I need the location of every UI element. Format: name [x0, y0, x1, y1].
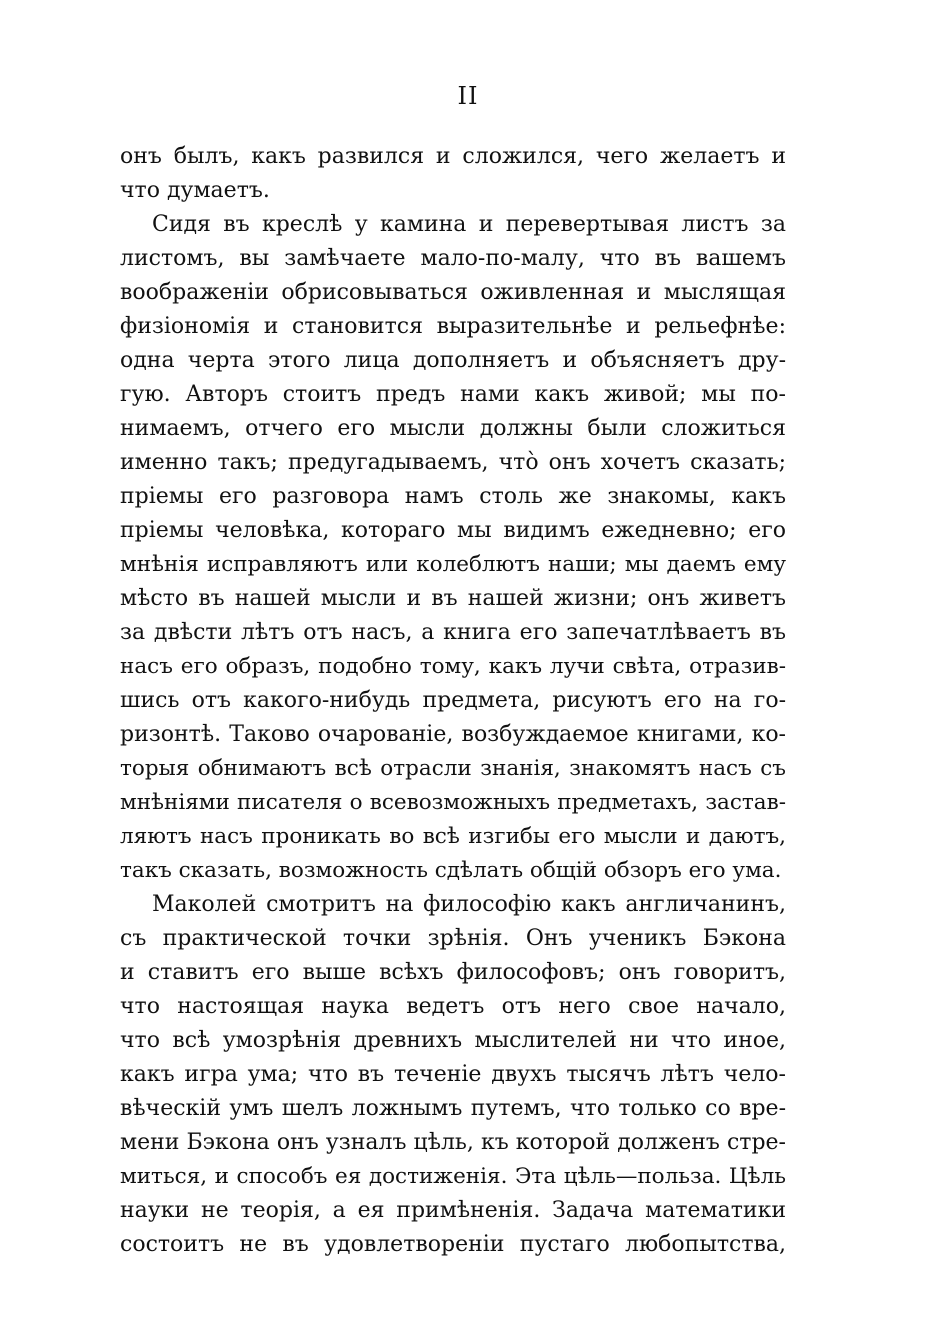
text-line: физіономія и становится выразительнѣе и рельефнѣе:	[120, 314, 786, 339]
text-line: вѣческій умъ шелъ ложнымъ путемъ, что только со вре-	[120, 1096, 786, 1121]
text-line: что настоящая наука ведетъ отъ него свое начало,	[120, 994, 786, 1019]
text-line: именно такъ; предугадываемъ, что̀ онъ хочетъ сказать;	[120, 450, 786, 475]
text-line: науки не теорія, а ея примѣненія. Задача математики	[120, 1198, 786, 1223]
text-line: гую. Авторъ стоитъ предъ нами какъ живой; мы по-	[120, 382, 786, 407]
text-line: листомъ, вы замѣчаете мало-по-малу, что въ вашемъ	[120, 246, 786, 271]
text-line: за двѣсти лѣтъ отъ насъ, а книга его запечатлѣваетъ въ	[120, 620, 786, 645]
text-line: Сидя въ креслѣ у камина и перевертывая листъ за	[152, 212, 786, 237]
page-number: II	[457, 82, 479, 110]
text-line: что думаетъ.	[120, 178, 270, 203]
text-line: и ставитъ его выше всѣхъ философовъ; онъ говоритъ,	[120, 960, 786, 985]
text-line: насъ его образъ, подобно тому, какъ лучи свѣта, отразив-	[120, 654, 786, 679]
body-text	[120, 140, 786, 1262]
text-line: пріемы его разговора намъ столь же знакомы, какъ	[120, 484, 786, 509]
text-line: мѣсто въ нашей мысли и въ нашей жизни; онъ живетъ	[120, 586, 786, 611]
text-line: ляютъ насъ проникать во всѣ изгибы его мысли и даютъ,	[120, 824, 786, 849]
text-line: мнѣнія исправляютъ или колеблютъ наши; мы даемъ ему	[120, 552, 786, 577]
text-line: ризонтѣ. Таково очарованіе, возбуждаемое книгами, ко-	[120, 722, 786, 747]
text-line: шись отъ какого-нибудь предмета, рисуютъ его на го-	[120, 688, 786, 713]
text-line: одна черта этого лица дополняетъ и объясняетъ дру-	[120, 348, 786, 373]
text-line: онъ былъ, какъ развился и сложился, чего желаетъ и	[120, 144, 786, 169]
text-line: состоитъ не въ удовлетвореніи пустаго любопытства,	[120, 1232, 786, 1257]
text-line: мнѣніями писателя о всевозможныхъ предметахъ, застав-	[120, 790, 786, 815]
text-line: съ практической точки зрѣнія. Онъ ученикъ Бэкона	[120, 926, 786, 951]
text-line: что всѣ умозрѣнія древнихъ мыслителей ни что иное,	[120, 1028, 786, 1053]
text-line: нимаемъ, отчего его мысли должны были сложиться	[120, 416, 786, 441]
text-line: мени Бэкона онъ узналъ цѣль, къ которой долженъ стре-	[120, 1130, 786, 1155]
text-line: воображеніи обрисовываться оживленная и мыслящая	[120, 280, 786, 305]
text-line: такъ сказать, возможность сдѣлать общій обзоръ его ума.	[120, 858, 782, 883]
text-line: Маколей смотритъ на философію какъ англичанинъ,	[152, 892, 786, 917]
text-line: миться, и способъ ея достиженія. Эта цѣль—польза. Цѣль	[120, 1164, 786, 1189]
text-line: пріемы человѣка, котораго мы видимъ ежедневно; его	[120, 518, 786, 543]
text-line: какъ игра ума; что въ теченіе двухъ тысячъ лѣтъ чело-	[120, 1062, 786, 1087]
text-line: торыя обнимаютъ всѣ отрасли знанія, знакомятъ насъ съ	[120, 756, 786, 781]
